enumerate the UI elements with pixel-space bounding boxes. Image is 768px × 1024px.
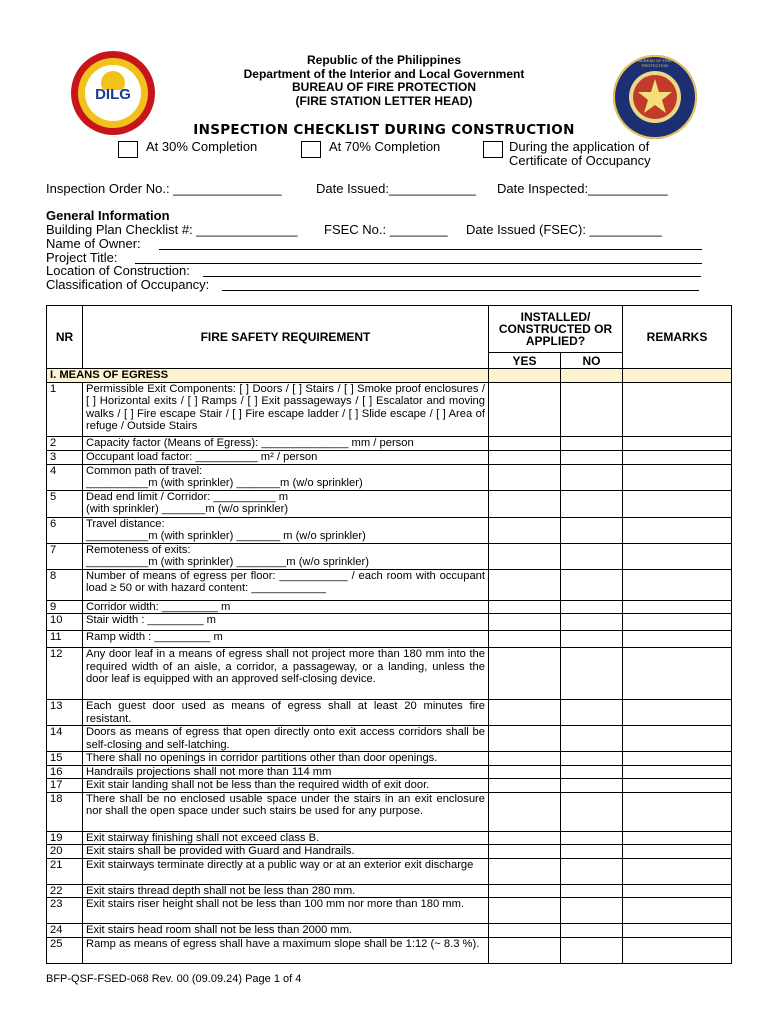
no-cell[interactable] bbox=[561, 543, 623, 569]
remarks-cell[interactable] bbox=[623, 517, 732, 543]
requirement-text-2: __________m (with sprinkler) ________m (w/o sprinkler) bbox=[86, 556, 369, 568]
table-row bbox=[47, 543, 732, 569]
row-number: 3 bbox=[47, 450, 83, 464]
requirement-text: Exit stairs shall be provided with Guard and Handrails. bbox=[86, 845, 355, 857]
requirement-text: Exit stairs riser height shall not be less than 100 mm nor more than 180 mm. bbox=[86, 898, 465, 910]
row-number: 6 bbox=[47, 517, 83, 543]
dilg-logo-text: DILG bbox=[95, 86, 131, 103]
row-requirement bbox=[83, 700, 489, 726]
row-number: 16 bbox=[47, 765, 83, 779]
option-70-label: At 70% Completion bbox=[329, 139, 441, 154]
row-requirement bbox=[83, 884, 489, 898]
date-inspected-field[interactable]: Date Inspected:___________ bbox=[497, 181, 668, 196]
remarks-cell[interactable] bbox=[623, 792, 732, 831]
requirement-text: Common path of travel: bbox=[86, 464, 203, 477]
yes-cell[interactable] bbox=[489, 600, 561, 614]
no-cell[interactable] bbox=[561, 631, 623, 648]
requirement-text: Exit stairway finishing shall not exceed class B. bbox=[86, 831, 320, 844]
header-bfp: BUREAU OF FIRE PROTECTION bbox=[291, 80, 476, 94]
no-cell[interactable] bbox=[561, 464, 623, 490]
row-requirement bbox=[83, 600, 489, 614]
bp-checklist-field[interactable]: Building Plan Checklist #: ______________ bbox=[46, 222, 298, 237]
row-requirement bbox=[83, 436, 489, 450]
no-cell[interactable] bbox=[561, 436, 623, 450]
no-cell[interactable] bbox=[561, 382, 623, 436]
remarks-cell[interactable] bbox=[623, 752, 732, 766]
row-requirement bbox=[83, 648, 489, 700]
no-cell[interactable] bbox=[561, 726, 623, 752]
table-row bbox=[47, 924, 732, 938]
location-label: Location of Construction: bbox=[46, 263, 190, 278]
remarks-cell[interactable] bbox=[623, 600, 732, 614]
remarks-cell[interactable] bbox=[623, 858, 732, 884]
row-number: 20 bbox=[47, 845, 83, 859]
table-row bbox=[47, 752, 732, 766]
row-number: 2 bbox=[47, 436, 83, 450]
remarks-cell[interactable] bbox=[623, 898, 732, 924]
fsec-no-field[interactable]: FSEC No.: ________ bbox=[324, 222, 448, 237]
row-number: 11 bbox=[47, 631, 83, 648]
row-requirement bbox=[83, 490, 489, 517]
yes-cell[interactable] bbox=[489, 614, 561, 631]
no-cell[interactable] bbox=[561, 490, 623, 517]
no-cell[interactable] bbox=[561, 614, 623, 631]
no-cell[interactable] bbox=[561, 700, 623, 726]
table-row bbox=[47, 898, 732, 924]
table-row bbox=[47, 831, 732, 845]
row-number: 14 bbox=[47, 726, 83, 752]
row-number: 15 bbox=[47, 752, 83, 766]
no-cell[interactable] bbox=[561, 924, 623, 938]
yes-cell[interactable] bbox=[489, 700, 561, 726]
checkbox-70-percent[interactable] bbox=[301, 141, 321, 158]
row-number: 9 bbox=[47, 600, 83, 614]
remarks-cell[interactable] bbox=[623, 382, 732, 436]
requirement-text: Dead end limit / Corridor: __________ m bbox=[86, 490, 289, 503]
remarks-cell[interactable] bbox=[623, 631, 732, 648]
owner-label: Name of Owner: bbox=[46, 236, 141, 251]
table-row bbox=[47, 765, 732, 779]
yes-cell[interactable] bbox=[489, 543, 561, 569]
row-requirement bbox=[83, 517, 489, 543]
table-row bbox=[47, 726, 732, 752]
row-number: 4 bbox=[47, 464, 83, 490]
yes-cell[interactable] bbox=[489, 831, 561, 845]
col-installed-header: INSTALLED/ CONSTRUCTED OR APPLIED? bbox=[489, 306, 623, 353]
remarks-cell[interactable] bbox=[623, 490, 732, 517]
requirement-text: Exit stair landing shall not be less than the required width of exit door. bbox=[86, 779, 430, 791]
requirement-text: Each guest door used as means of egress shall at least 20 minutes fire resistant. bbox=[86, 700, 485, 725]
yes-cell[interactable] bbox=[489, 726, 561, 752]
row-requirement bbox=[83, 937, 489, 963]
remarks-cell[interactable] bbox=[623, 614, 732, 631]
table-row bbox=[47, 700, 732, 726]
table-row bbox=[47, 648, 732, 700]
row-number: 1 bbox=[47, 382, 83, 436]
location-line[interactable] bbox=[203, 276, 701, 277]
requirement-text: Occupant load factor: __________ m² / person bbox=[86, 450, 318, 463]
requirement-text: Handrails projections shall not more than 114 mm bbox=[86, 765, 332, 778]
project-line[interactable] bbox=[135, 263, 702, 264]
no-cell[interactable] bbox=[561, 831, 623, 845]
yes-cell[interactable] bbox=[489, 858, 561, 884]
table-row bbox=[47, 858, 732, 884]
row-number: 7 bbox=[47, 543, 83, 569]
row-requirement bbox=[83, 464, 489, 490]
section-means-of-egress: I. MEANS OF EGRESS bbox=[47, 369, 489, 383]
row-number: 25 bbox=[47, 937, 83, 963]
row-number: 19 bbox=[47, 831, 83, 845]
row-requirement bbox=[83, 779, 489, 793]
fsec-date-field[interactable]: Date Issued (FSEC): __________ bbox=[466, 222, 662, 237]
yes-cell[interactable] bbox=[489, 517, 561, 543]
row-requirement bbox=[83, 792, 489, 831]
table-row bbox=[47, 382, 732, 436]
header-republic: Republic of the Philippines bbox=[306, 53, 461, 67]
row-number: 21 bbox=[47, 858, 83, 884]
col-remarks-header: REMARKS bbox=[623, 306, 732, 369]
row-number: 10 bbox=[47, 614, 83, 631]
row-number: 18 bbox=[47, 792, 83, 831]
bfp-logo-text: BUREAU OF FIRE PROTECTION bbox=[638, 58, 672, 68]
row-requirement bbox=[83, 765, 489, 779]
remarks-cell[interactable] bbox=[623, 700, 732, 726]
requirement-text-2: (with sprinkler) _______m (w/o sprinkler) bbox=[86, 503, 289, 515]
requirement-text: Capacity factor (Means of Egress): ______________ mm / person bbox=[86, 436, 414, 449]
remarks-cell[interactable] bbox=[623, 464, 732, 490]
no-cell[interactable] bbox=[561, 858, 623, 884]
no-cell[interactable] bbox=[561, 792, 623, 831]
remarks-cell[interactable] bbox=[623, 924, 732, 938]
no-cell[interactable] bbox=[561, 845, 623, 859]
row-number: 23 bbox=[47, 898, 83, 924]
checklist-table bbox=[46, 305, 732, 964]
table-row bbox=[47, 884, 732, 898]
yes-cell[interactable] bbox=[489, 765, 561, 779]
row-requirement bbox=[83, 382, 489, 436]
option-30-label: At 30% Completion bbox=[146, 139, 258, 154]
no-cell[interactable] bbox=[561, 450, 623, 464]
requirement-text-2: __________m (with sprinkler) _______ m (w/o sprinkler) bbox=[86, 530, 366, 542]
no-cell[interactable] bbox=[561, 648, 623, 700]
remarks-cell[interactable] bbox=[623, 648, 732, 700]
table-row bbox=[47, 614, 732, 631]
requirement-text: Permissible Exit Components: [ ] Doors / [ ] Stairs / [ ] Smoke proof enclosures / [ ] Horizontal exits / [ ] Ramps / [ ] Exit passageways / [ ] Escalator and moving walks / [ ] Fire escape Stair / [ ] Fire escape ladder / [ ] Slide escape / [ ] Area of refuge / Outside Stairs bbox=[86, 382, 485, 432]
remarks-cell[interactable] bbox=[623, 726, 732, 752]
table-row bbox=[47, 600, 732, 614]
col-yes-header: YES bbox=[489, 353, 561, 369]
row-number: 12 bbox=[47, 648, 83, 700]
table-row bbox=[47, 779, 732, 793]
no-cell[interactable] bbox=[561, 898, 623, 924]
remarks-cell[interactable] bbox=[623, 765, 732, 779]
table-row bbox=[47, 464, 732, 490]
no-cell[interactable] bbox=[561, 517, 623, 543]
table-row bbox=[47, 450, 732, 464]
remarks-cell[interactable] bbox=[623, 831, 732, 845]
table-row bbox=[47, 937, 732, 963]
row-requirement bbox=[83, 898, 489, 924]
row-number: 24 bbox=[47, 924, 83, 938]
yes-cell[interactable] bbox=[489, 464, 561, 490]
no-cell[interactable] bbox=[561, 752, 623, 766]
row-requirement bbox=[83, 726, 489, 752]
table-row bbox=[47, 569, 732, 600]
no-cell[interactable] bbox=[561, 884, 623, 898]
yes-cell[interactable] bbox=[489, 937, 561, 963]
requirement-text: There shall be no enclosed usable space under the stairs in an exit enclosure nor shall the open space under such stairs be used for any purpose. bbox=[86, 792, 485, 817]
no-cell[interactable] bbox=[561, 600, 623, 614]
option-certificate-label-2: Certificate of Occupancy bbox=[509, 153, 651, 168]
header-letterhead: (FIRE STATION LETTER HEAD) bbox=[295, 94, 473, 108]
requirement-text: Doors as means of egress that open directly onto exit access corridors shall be self-closing and self-latching. bbox=[86, 726, 485, 751]
row-requirement bbox=[83, 831, 489, 845]
requirement-text: Exit stairs head room shall not be less than 2000 mm. bbox=[86, 924, 353, 936]
requirement-text-2: __________m (with sprinkler) _______m (w/o sprinkler) bbox=[86, 477, 363, 489]
no-cell[interactable] bbox=[561, 569, 623, 600]
yes-cell[interactable] bbox=[489, 382, 561, 436]
remarks-cell[interactable] bbox=[623, 543, 732, 569]
table-row bbox=[47, 845, 732, 859]
remarks-cell[interactable] bbox=[623, 884, 732, 898]
page-title: INSPECTION CHECKLIST DURING CONSTRUCTION bbox=[193, 122, 575, 138]
owner-line[interactable] bbox=[159, 249, 702, 250]
row-requirement bbox=[83, 631, 489, 648]
row-requirement bbox=[83, 845, 489, 859]
general-info-heading: General Information bbox=[46, 208, 170, 223]
row-requirement bbox=[83, 569, 489, 600]
yes-cell[interactable] bbox=[489, 436, 561, 450]
requirement-text: There shall no openings in corridor partitions other than door openings. bbox=[86, 752, 438, 764]
remarks-cell[interactable] bbox=[623, 450, 732, 464]
inspection-order-field[interactable]: Inspection Order No.: _______________ bbox=[46, 181, 282, 196]
requirement-text: Ramp as means of egress shall have a maximum slope shall be 1:12 (~ 8.3 %). bbox=[86, 937, 480, 950]
header-dilg: Department of the Interior and Local Government bbox=[243, 67, 525, 81]
page-footer: BFP-QSF-FSED-068 Rev. 00 (09.09.24) Page 1 of 4 bbox=[46, 973, 302, 985]
yes-cell[interactable] bbox=[489, 924, 561, 938]
yes-cell[interactable] bbox=[489, 648, 561, 700]
yes-cell[interactable] bbox=[489, 490, 561, 517]
row-requirement bbox=[83, 543, 489, 569]
no-cell[interactable] bbox=[561, 765, 623, 779]
col-no-header: NO bbox=[561, 353, 623, 369]
option-certificate-label: During the application of bbox=[509, 139, 650, 154]
requirement-text: Exit stairways terminate directly at a public way or at an exterior exit discharge bbox=[86, 858, 474, 871]
col-nr-header: NR bbox=[47, 306, 83, 369]
yes-cell[interactable] bbox=[489, 450, 561, 464]
row-requirement bbox=[83, 858, 489, 884]
row-requirement bbox=[83, 450, 489, 464]
row-requirement bbox=[83, 752, 489, 766]
remarks-cell[interactable] bbox=[623, 779, 732, 793]
requirement-text: Ramp width : _________ m bbox=[86, 631, 223, 643]
no-cell[interactable] bbox=[561, 937, 623, 963]
requirement-text: Travel distance: bbox=[86, 517, 165, 530]
no-cell[interactable] bbox=[561, 779, 623, 793]
row-requirement bbox=[83, 614, 489, 631]
row-number: 22 bbox=[47, 884, 83, 898]
row-requirement bbox=[83, 924, 489, 938]
requirement-text: Exit stairs thread depth shall not be less than 280 mm. bbox=[86, 884, 356, 897]
requirement-text: Any door leaf in a means of egress shall not project more than 180 mm into the required width of an aisle, a corridor, a passageway, or a landing, unless the door leaf is equipped with an approved self-closing device. bbox=[86, 648, 485, 685]
yes-cell[interactable] bbox=[489, 792, 561, 831]
yes-cell[interactable] bbox=[489, 779, 561, 793]
table-row bbox=[47, 631, 732, 648]
yes-cell[interactable] bbox=[489, 898, 561, 924]
table-row bbox=[47, 792, 732, 831]
yes-cell[interactable] bbox=[489, 569, 561, 600]
table-row bbox=[47, 490, 732, 517]
table-row bbox=[47, 517, 732, 543]
remarks-cell[interactable] bbox=[623, 436, 732, 450]
requirement-text: Remoteness of exits: bbox=[86, 543, 191, 556]
row-number: 5 bbox=[47, 490, 83, 517]
yes-cell[interactable] bbox=[489, 884, 561, 898]
yes-cell[interactable] bbox=[489, 845, 561, 859]
remarks-cell[interactable] bbox=[623, 845, 732, 859]
checkbox-certificate[interactable] bbox=[483, 141, 503, 158]
row-number: 13 bbox=[47, 700, 83, 726]
row-number: 17 bbox=[47, 779, 83, 793]
requirement-text: Number of means of egress per floor: ___________ / each room with occupant load ≥ 50 or with hazard content: ____________ bbox=[86, 569, 485, 594]
classification-label: Classification of Occupancy: bbox=[46, 277, 210, 292]
requirement-text: Stair width : _________ m bbox=[86, 614, 216, 626]
row-number: 8 bbox=[47, 569, 83, 600]
project-label: Project Title: bbox=[46, 250, 118, 265]
classification-line[interactable] bbox=[222, 290, 699, 291]
date-issued-field[interactable]: Date Issued:____________ bbox=[316, 181, 476, 196]
yes-cell[interactable] bbox=[489, 631, 561, 648]
remarks-cell[interactable] bbox=[623, 569, 732, 600]
requirement-text: Corridor width: _________ m bbox=[86, 600, 231, 613]
checkbox-30-percent[interactable] bbox=[118, 141, 138, 158]
col-requirement-header: FIRE SAFETY REQUIREMENT bbox=[83, 306, 489, 369]
yes-cell[interactable] bbox=[489, 752, 561, 766]
table-row bbox=[47, 436, 732, 450]
remarks-cell[interactable] bbox=[623, 937, 732, 963]
